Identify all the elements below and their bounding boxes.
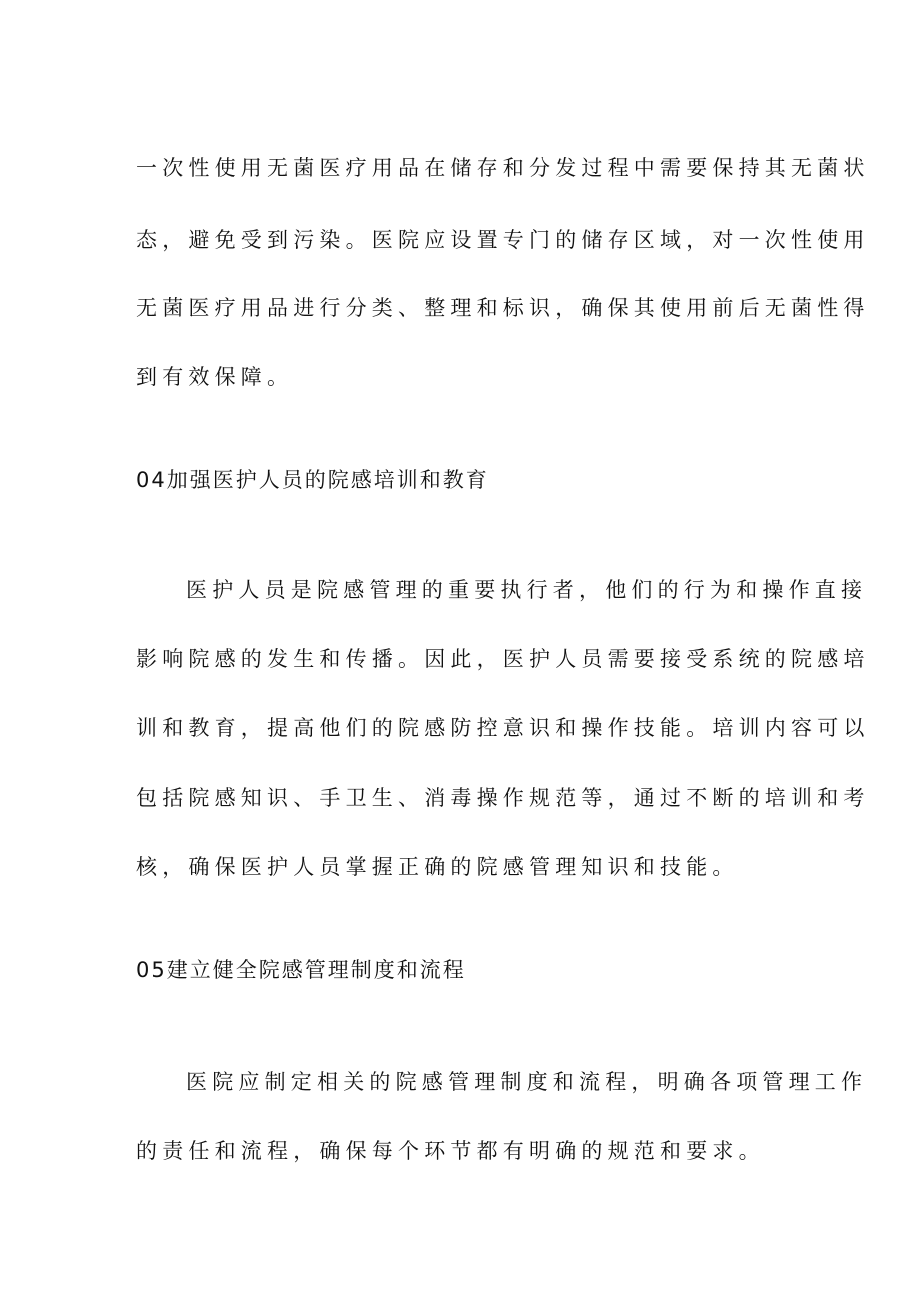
section-05-line-1: 医院应制定相关的院感管理制度和流程，明确各项管理工作	[186, 1070, 868, 1094]
section-04-line-5: 核，确保医护人员掌握正确的院感管理知识和技能。	[136, 855, 739, 879]
section-04-line-1: 医护人员是院感管理的重要执行者，他们的行为和操作直接	[186, 578, 868, 602]
paragraph-1-line-3: 无菌医疗用品进行分类、整理和标识，确保其使用前后无菌性得	[136, 296, 870, 320]
section-05-heading: 05建立健全院感管理制度和流程	[136, 958, 466, 982]
paragraph-1-line-1: 一次性使用无菌医疗用品在储存和分发过程中需要保持其无菌状	[136, 156, 870, 180]
section-04-line-3: 训和教育，提高他们的院感防控意识和操作技能。培训内容可以	[136, 716, 870, 740]
section-04-line-4: 包括院感知识、手卫生、消毒操作规范等，通过不断的培训和考	[136, 786, 870, 810]
section-05-line-2: 的责任和流程，确保每个环节都有明确的规范和要求。	[136, 1139, 765, 1163]
section-04-line-2: 影响院感的发生和传播。因此，医护人员需要接受系统的院感培	[136, 647, 870, 671]
section-04-heading: 04加强医护人员的院感培训和教育	[136, 468, 489, 492]
paragraph-1-line-4: 到有效保障。	[136, 365, 294, 389]
paragraph-1-line-2: 态，避免受到污染。医院应设置专门的储存区域，对一次性使用	[136, 228, 870, 252]
